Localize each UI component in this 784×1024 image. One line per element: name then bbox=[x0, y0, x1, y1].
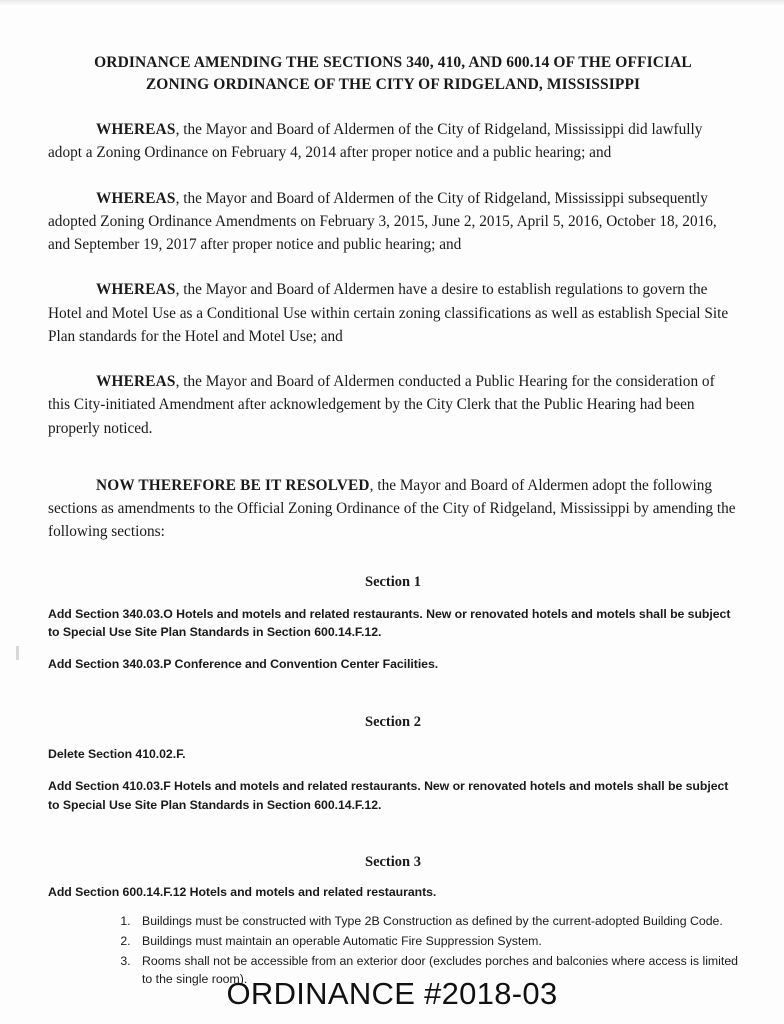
section-1-block-2: Add Section 340.03.P Conference and Convention Center Facilities. bbox=[48, 657, 439, 672]
list-item: 2. Buildings must maintain an operable Automatic Fire Suppression System. bbox=[134, 932, 738, 950]
section-1-heading: Section 1 bbox=[365, 573, 421, 590]
list-item: 3. Rooms shall not be accessible from an exterior door (excludes porches and balconies where access is limited to the single room). bbox=[134, 952, 738, 988]
resolved-paragraph bbox=[48, 474, 738, 544]
whereas-paragraph-3 bbox=[48, 278, 738, 348]
section-2-block-2: Add Section 410.03.F Hotels and motels and related restaurants. New or renovated hotels and motels shall be subject to Special Use Site Plan Standards in Section 600.14.F.12. bbox=[48, 779, 729, 812]
whereas-paragraph-2 bbox=[48, 187, 738, 257]
section-1-block-1: Add Section 340.03.O Hotels and motels and related restaurants. New or renovated hotels and motels shall be subject to Special Use Site Plan Standards in Section 600.14.F.12. bbox=[48, 606, 731, 639]
paragraph-lead-3: WHEREAS bbox=[96, 281, 176, 299]
paragraph-text-5: , the Mayor and Board of Aldermen adopt the following sections as amendments to the Official Zoning Ordinance of the City of Ridgeland, Mississippi by amending the following sections: bbox=[48, 476, 736, 541]
list-item: 1. Buildings must be constructed with Type 2B Construction as defined by the current-adopted Building Code. bbox=[134, 912, 738, 930]
paragraph-lead-4: WHEREAS bbox=[96, 373, 176, 390]
paragraph-lead-1: WHEREAS bbox=[96, 121, 176, 138]
paragraph-text-1: , the Mayor and Board of Aldermen of the City of Ridgeland, Mississippi did lawfully adopt a Zoning Ordinance on February 4, 2014 after proper notice and a public hearing; and bbox=[48, 121, 703, 162]
section-3-block-1: Add Section 600.14.F.12 Hotels and motels and related restaurants. bbox=[48, 885, 437, 900]
paragraph-text-2: , the Mayor and Board of Aldermen of the City of Ridgeland, Mississippi subsequently adopted Zoning Ordinance Amendments on February 3, 2015, June 2, 2015, April 5, 2016, October 18, 2016, and September 19, 2017 after proper notice and public hearing; and bbox=[48, 189, 717, 253]
section-2-block-1: Delete Section 410.02.F. bbox=[48, 746, 186, 761]
paragraph-lead-5: NOW THEREFORE BE IT RESOLVED bbox=[96, 476, 370, 494]
paragraph-text-4: , the Mayor and Board of Aldermen conducted a Public Hearing for the consideration of this City-initiated Amendment after acknowledgement by the City Clerk that the Public Hearing had been properly noticed. bbox=[48, 373, 715, 437]
scan-speck-artifact bbox=[16, 646, 19, 660]
paragraph-lead-2: WHEREAS bbox=[96, 189, 176, 207]
scan-edge-artifact bbox=[0, 0, 784, 6]
whereas-paragraph-4 bbox=[48, 370, 738, 440]
whereas-paragraph-1 bbox=[48, 118, 738, 165]
ordinance-number-stamp: ORDINANCE #2018-03 bbox=[226, 976, 558, 1011]
paragraph-text-3: , the Mayor and Board of Aldermen have a desire to establish regulations to govern the Hotel and Motel Use as a Conditional Use within certain zoning classifications as well as establish Special Site Plan standards for the Hotel and Motel Use; and bbox=[48, 281, 729, 345]
section-3-heading: Section 3 bbox=[365, 854, 421, 871]
section-2-heading: Section 2 bbox=[365, 713, 421, 730]
document-title: ORDINANCE AMENDING THE SECTIONS 340, 410, AND 600.14 OF THE OFFICIAL ZONING ORDINANCE OF THE CITY OF RIDGELAND, MISSISSIPPI bbox=[94, 54, 692, 93]
